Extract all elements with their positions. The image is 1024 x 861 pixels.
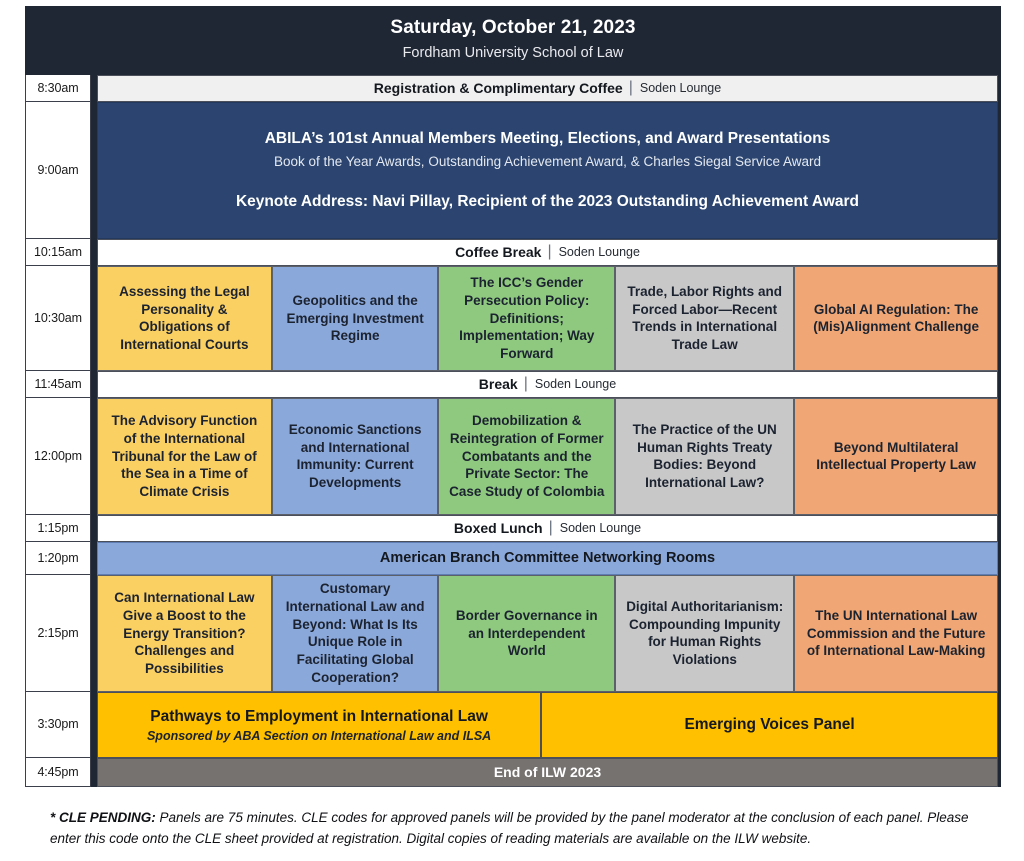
schedule-row-networking — [25, 542, 1001, 575]
panel-1200-1[interactable]: The Advisory Function of the International Tribunal for the Law of the Sea in a Time of Climate Crisis — [97, 398, 272, 515]
panel-1030-2[interactable]: Geopolitics and the Emerging Investment Regime — [272, 266, 439, 371]
row-content-session-1030 — [91, 266, 1001, 371]
row-content-session-0215 — [91, 575, 1001, 692]
panel-1200-4[interactable]: The Practice of the UN Human Rights Treaty Bodies: Beyond International Law? — [615, 398, 794, 515]
schedule-row-end — [25, 758, 1001, 787]
schedule-row-session-1030 — [25, 266, 1001, 371]
row-content-session-1200 — [91, 398, 1001, 515]
time-label-end: 4:45pm — [25, 758, 91, 787]
panel-0330-emerging-voices[interactable] — [541, 692, 998, 758]
cle-footnote — [50, 808, 976, 850]
schedule-row-coffee-break — [25, 239, 1001, 266]
time-label-break-1145: 11:45am — [25, 371, 91, 398]
panel-0215-1[interactable]: Can International Law Give a Boost to the Energy Transition? Challenges and Possibilities — [97, 575, 272, 692]
page-title: Saturday, October 21, 2023 — [390, 17, 636, 38]
separator-icon: | — [547, 243, 552, 261]
row-content-coffee-break — [91, 239, 1001, 266]
break-1145-block — [97, 371, 998, 398]
schedule-row-break-1145 — [25, 371, 1001, 398]
lunch-label: Boxed Lunch — [453, 520, 543, 537]
time-label-coffee-break: 10:15am — [25, 239, 91, 266]
panel-1200-5[interactable]: Beyond Multilateral Intellectual Property Law — [794, 398, 998, 515]
row-content-lunch — [91, 515, 1001, 542]
panel-track-group-1200 — [97, 398, 998, 515]
page-subtitle: Fordham University School of Law — [402, 44, 624, 61]
coffee-break-label: Coffee Break — [455, 244, 542, 261]
registration-block — [97, 75, 998, 102]
panel-0215-4[interactable]: Digital Authoritarianism: Compounding Impunity for Human Rights Violations — [615, 575, 794, 692]
networking-block[interactable]: American Branch Committee Networking Rooms — [97, 542, 998, 575]
schedule-row-session-0215 — [25, 575, 1001, 692]
lunch-block — [97, 515, 998, 542]
row-content-plenary — [91, 102, 1001, 239]
end-of-conference-bar: End of ILW 2023 — [97, 758, 998, 787]
panel-0215-3[interactable]: Border Governance in an Interdependent World — [438, 575, 615, 692]
time-label-registration: 8:30am — [25, 75, 91, 102]
plenary-block — [97, 102, 998, 239]
coffee-break-block — [97, 239, 998, 266]
coffee-break-venue: Soden Lounge — [558, 245, 640, 260]
panel-track-group-1030 — [97, 266, 998, 371]
time-label-session-1200: 12:00pm — [25, 398, 91, 515]
row-content-end — [91, 758, 1001, 787]
panel-track-group-0215 — [97, 575, 998, 692]
panel-1200-2[interactable]: Economic Sanctions and International Immunity: Current Developments — [272, 398, 439, 515]
panel-1030-1[interactable]: Assessing the Legal Personality & Obligations of International Courts — [97, 266, 272, 371]
panel-track-group-0330 — [97, 692, 998, 758]
schedule-row-session-0330 — [25, 692, 1001, 758]
panel-0215-5[interactable]: The UN International Law Commission and the Future of International Law-Making — [794, 575, 998, 692]
registration-venue: Soden Lounge — [639, 81, 722, 96]
plenary-keynote: Keynote Address: Navi Pillay, Recipient of the 2023 Outstanding Achievement Award — [235, 192, 860, 210]
separator-icon: | — [628, 79, 633, 97]
row-content-break-1145 — [91, 371, 1001, 398]
schedule-row-session-1200 — [25, 398, 1001, 515]
panel-0330-pathways[interactable] — [97, 692, 541, 758]
time-label-plenary: 9:00am — [25, 102, 91, 239]
panel-1200-3[interactable]: Demobilization & Reintegration of Former Combatants and the Private Sector: The Case Study of Colombia — [438, 398, 615, 515]
separator-icon: | — [548, 519, 553, 537]
schedule-row-registration — [25, 75, 1001, 102]
break-1145-label: Break — [478, 376, 518, 393]
separator-icon: | — [523, 375, 528, 393]
break-1145-venue: Soden Lounge — [534, 377, 617, 392]
time-label-session-0215: 2:15pm — [25, 575, 91, 692]
time-label-session-0330: 3:30pm — [25, 692, 91, 758]
schedule-table — [25, 6, 1001, 787]
lunch-venue: Soden Lounge — [559, 521, 642, 536]
schedule-row-lunch — [25, 515, 1001, 542]
cle-footnote-prefix: * CLE PENDING: — [50, 810, 156, 825]
row-content-session-0330 — [91, 692, 1001, 758]
row-content-registration — [91, 75, 1001, 102]
plenary-meeting-title: ABILA’s 101st Annual Members Meeting, Elections, and Award Presentations — [264, 129, 831, 147]
panel-1030-3[interactable]: The ICC’s Gender Persecution Policy: Definitions; Implementation; Way Forward — [438, 266, 615, 371]
plenary-awards-list: Book of the Year Awards, Outstanding Achievement Award, & Charles Siegal Service Award — [273, 154, 822, 170]
panel-1030-4[interactable]: Trade, Labor Rights and Forced Labor—Recent Trends in International Trade Law — [615, 266, 794, 371]
registration-label: Registration & Complimentary Coffee — [373, 80, 623, 97]
panel-0330-pathways-sponsor: Sponsored by ABA Section on International Law and ILSA — [146, 729, 492, 743]
panel-0330-pathways-title: Pathways to Employment in International Law — [150, 707, 488, 725]
panel-0215-2[interactable]: Customary International Law and Beyond: What Is Its Unique Role in Facilitating Global Cooperation? — [272, 575, 439, 692]
time-label-networking: 1:20pm — [25, 542, 91, 575]
schedule-header — [25, 6, 1001, 75]
time-label-session-1030: 10:30am — [25, 266, 91, 371]
time-label-lunch: 1:15pm — [25, 515, 91, 542]
panel-0330-emerging-voices-title: Emerging Voices Panel — [684, 715, 855, 733]
panel-1030-5[interactable]: Global AI Regulation: The (Mis)Alignment Challenge — [794, 266, 998, 371]
cle-footnote-text: Panels are 75 minutes. CLE codes for approved panels will be provided by the panel moderator at the conclusion of each panel. Please enter this code onto the CLE sheet provided at registration. Digital copies of reading materials are available on the ILW website. — [50, 810, 969, 846]
schedule-row-plenary — [25, 102, 1001, 239]
row-content-networking — [91, 542, 1001, 575]
